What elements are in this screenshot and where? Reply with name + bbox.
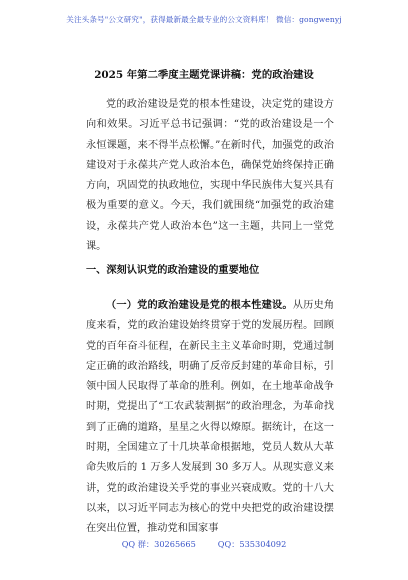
subsection-body-1: 从历史角度来看，党的政治建设始终贯穿于党的发展历程。回顾党的百年奋斗征程，在新民主主义革命时期，党通过制定正确的政治路线，明确了反帝反封建的革命目标，引领中国人民取得了革命的胜利。例如，在土地革命战争时期，党提出了“工农武装割据”的政治理念，为革命找到了正确的道路，星星之火得以燎原。据统计，在这一时期，全国建立了十几块革命根据地，党员人数从大革命失败后的 1 万多人发展到 30 多万人。从现实意义来讲，党的政治建设关乎党的事业兴衰成败。党的十八大以来，以习近平同志为核心的党中央把党的政治建设摆在突出位置，推动党和国家事 [86,300,335,535]
footer-qq-group: QQ 群：30265665 [121,539,196,549]
section-heading-1: 一、深刻认识党的政治建设的重要地位 [86,264,260,276]
footer-qq: QQ：535304092 [217,539,287,549]
subsection-heading-1: （一）党的政治建设是党的根本性建设。 [106,299,293,311]
subsection-paragraph-1 [86,295,334,540]
intro-paragraph: 党的政治建设是党的根本性建设，决定党的建设方向和效果。习近平总书记强调：“党的政治建设是一个永恒课题，来不得半点松懈。”在新时代，加强党的政治建设对于永葆共产党人政治本色，确保党始终保持正确方向，巩固党的执政地位，实现中华民族伟大复兴具有极为重要的意义。今天，我们就围绕“加强党的政治建设，永葆共产党人政治本色”这一主题，共同上一堂党课。 [86,99,334,253]
document-title: 2025 年第二季度主题党课讲稿：党的政治建设 [94,69,314,81]
footer-contact [0,539,408,550]
header-promo-note: 关注头条号"公文研究"，获得最新最全最专业的公文资料库！ 微信：gongwenyj [66,15,342,24]
